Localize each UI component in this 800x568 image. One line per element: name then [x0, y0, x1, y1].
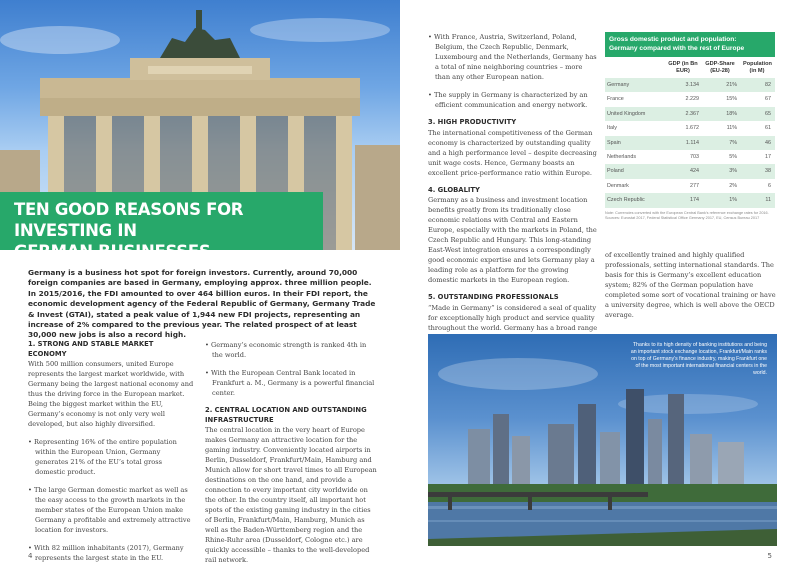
gdp-cell: 277 — [690, 182, 699, 189]
gdp-share-cell: 11% — [726, 125, 737, 132]
gdp-cell: 1.114 — [685, 139, 699, 146]
gdp-share-cell: 15% — [726, 96, 737, 103]
gdp-share-cell: 21% — [726, 82, 737, 88]
table-row — [605, 107, 775, 121]
column-2-bullet-1: • Germany’s economic strength is ranked 4th in the world. — [205, 341, 367, 359]
population-cell: 82 — [765, 82, 771, 88]
section-5-text: “Made in Germany” is considered a seal of quality for exceptionally high product and service quality throughout the world. Germany has a broad range — [428, 303, 598, 332]
gdp-table-body — [605, 78, 775, 208]
section-4-heading: 4. GLOBALITY — [428, 185, 480, 194]
gdp-cell: 174 — [690, 197, 699, 204]
left-column-2 — [205, 340, 377, 568]
gdp-table-header — [605, 57, 775, 78]
intro-paragraph: Germany is a business hot spot for foreign investors. Currently, around 70,000 foreign companies are based in Germany, employing approx. three million people. In 2015/2016, the FDI amounted to over 464 billion euros. In their FDI report, the economic development agency of the Federal Republic of Germany, Germany Trade & Invest (GTAI), stated a peak value of 1,944 new FDI projects, representing an increase of 2% compared to the previous year. The related prospect of at least 30,000 new jobs is also a record high. — [28, 268, 376, 340]
column-2-bullet-2: • With the European Central Bank located in Frankfurt a. M., Germany is a powerful financial center. — [205, 369, 375, 397]
header-country — [605, 61, 667, 75]
section-5-heading: 5. OUTSTANDING PROFESSIONALS — [428, 293, 559, 302]
country-cell: Poland — [607, 168, 624, 175]
table-row — [605, 121, 775, 135]
right-column-2 — [605, 250, 777, 328]
table-row — [605, 150, 775, 164]
table-row — [605, 179, 775, 193]
gdp-share-cell: 5% — [729, 154, 737, 161]
country-cell: France — [607, 96, 624, 103]
section-2-text: The central location in the very heart of Europe makes Germany an attractive location for the gaming industry. Conveniently located airports in Berlin, Dusseldorf, Frankfurt/Main, Hamburg and Munich allow for short travel times to all European destinations on the one hand, and provide a connection to every important city worldwide on the other. In the country itself, all important hot spots of the existing gaming industry in the cities of Berlin, Frankfurt/Main, Hamburg, Munich as well as the Baden-Württemberg region and the Rhine-Ruhr area (Dusseldorf, Cologne etc.) are quickly accessible – thanks to the well-developed rail network. — [205, 426, 377, 565]
page-title — [0, 192, 323, 261]
gdp-share-cell: 3% — [729, 168, 737, 175]
country-cell: Spain — [607, 139, 621, 146]
section-1-text: With 500 million consumers, united Europe represents the largest market worldwide, with Germany being the largest national economy and thus the driving force in the European market. Being the biggest market within the EU, Germany’s economy is not only very well developed, but also highly diversified. — [28, 360, 194, 429]
population-cell: 38 — [765, 168, 771, 175]
gdp-cell: 424 — [690, 168, 699, 175]
section-1-heading: 1. STRONG AND STABLE MARKET ECONOMY — [28, 340, 154, 358]
page-number-right: 5 — [767, 552, 772, 560]
section-3-heading: 3. HIGH PRODUCTIVITY — [428, 118, 517, 126]
frankfurt-skyline-photo — [428, 334, 777, 546]
country-cell: United Kingdom — [607, 110, 646, 117]
right-column-1 — [428, 32, 598, 341]
country-cell: Netherlands — [607, 154, 637, 161]
country-cell: Germany — [607, 82, 630, 88]
population-cell: 6 — [768, 182, 771, 189]
gdp-table-title-line-1: Gross domestic product and population: — [609, 36, 737, 43]
population-cell: 46 — [765, 139, 771, 146]
right-page — [400, 0, 800, 568]
country-cell: Italy — [607, 125, 617, 132]
section-1-bullet-1: • Representing 16% of the entire population within the European Union, Germany generates 21% of the EU’s total gross domestic product. — [28, 438, 177, 477]
section-1-bullet-3: • With 82 million inhabitants (2017), Germany represents the largest state in the EU. — [28, 544, 184, 563]
column-bullet-neighbors: • With France, Austria, Switzerland, Poland, Belgium, the Czech Republic, Denmark, Luxembourg and the Netherlands, Germany has a total of nine neighboring countries – more than any other European nation. — [428, 33, 597, 81]
table-row — [605, 164, 775, 178]
section-3-text: The international competitiveness of the German economy is characterized by outstanding quality and a high performance level – despite decreasing unit wage costs. Hence, Germany boasts an excellent price-performance ratio within Europe. — [428, 128, 597, 177]
gdp-share-cell: 18% — [726, 110, 737, 117]
header-gdp-share: GDP-Share (EU-28) — [705, 61, 735, 74]
gdp-table-title — [605, 32, 775, 57]
table-row — [605, 78, 775, 92]
gdp-cell: 2.229 — [685, 96, 699, 103]
gdp-share-cell: 7% — [729, 139, 737, 146]
gdp-cell: 2.367 — [685, 110, 699, 117]
header-population: Population (in M) — [743, 61, 772, 74]
table-row — [605, 193, 775, 207]
gdp-cell: 703 — [690, 154, 699, 161]
country-cell: Czech Republic — [607, 197, 645, 204]
gdp-share-cell: 2% — [729, 182, 737, 189]
population-cell: 17 — [765, 154, 771, 161]
section-5-continued: of excellently trained and highly qualified professionals, setting international standards. The basis for this is Germany’s excellent education system; 82% of the German population have completed some sort of vocational training or have a university degree, which is well above the OECD average. — [605, 251, 776, 319]
section-2-heading: 2. CENTRAL LOCATION AND OUTSTANDING INFRASTRUCTURE — [205, 406, 367, 424]
population-cell: 11 — [765, 197, 771, 204]
population-cell: 61 — [765, 125, 771, 132]
section-4-text: Germany as a business and investment location benefits greatly from its traditionally close economic relations with Central and Eastern Europe, especially with the markets in Poland, the Czech Republic and Hungary. This long-standing East-West integration ensures a correspondingly good economic expertise and lets Germany play a leading role as a platform for the growing domestic markets in the European region. — [428, 196, 597, 285]
gdp-table — [605, 32, 775, 221]
country-cell: Denmark — [607, 182, 629, 189]
section-1-bullet-2: • The large German domestic market as well as the easy access to the growth markets in the member states of the European Union make Germany a profitable and extremely attractive location for investors. — [28, 486, 191, 535]
table-row — [605, 92, 775, 106]
gdp-cell: 3.134 — [685, 82, 699, 88]
table-row — [605, 136, 775, 150]
gdp-table-note: Note: Currencies converted with the European Central Bank’s reference exchange rates for 2016. Sources: Eurostat 2017, Federal Statistical Office Germany 2017, EU, Census Bureau 2017 — [605, 210, 769, 220]
left-column-1 — [28, 340, 194, 568]
photo-caption: Thanks to its high density of banking institutions and being an important stock exchange location, Frankfurt/Main ranks on top of Germany’s finance industry, making Frankfurt one of the most important international financial centers in the world. — [630, 342, 767, 376]
population-cell: 67 — [765, 96, 771, 103]
gdp-share-cell: 1% — [729, 197, 737, 204]
population-cell: 65 — [765, 110, 771, 117]
title-line-2: GERMAN BUSINESSES — [14, 242, 211, 261]
gdp-cell: 1.672 — [685, 125, 699, 132]
page-number-left: 4 — [28, 552, 33, 560]
gdp-table-title-line-2: Germany compared with the rest of Europe — [609, 45, 745, 52]
header-gdp: GDP (in Bn EUR) — [668, 61, 698, 74]
title-line-1: TEN GOOD REASONS FOR INVESTING IN — [14, 200, 244, 240]
column-bullet-supply: • The supply in Germany is characterized by an efficient communication and energy network. — [428, 91, 588, 109]
